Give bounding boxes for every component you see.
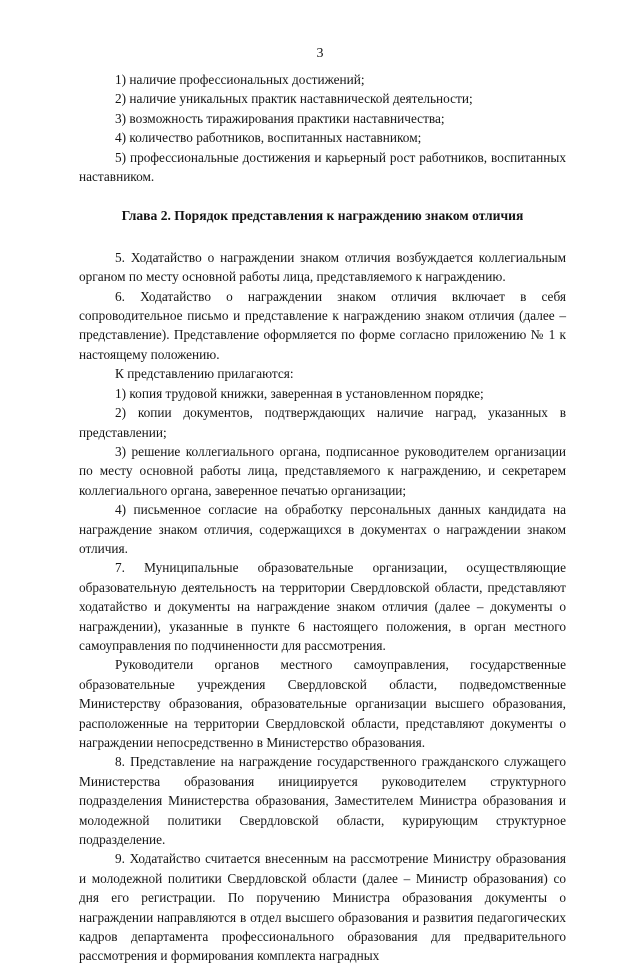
list-item: 4) количество работников, воспитанных наставником; (115, 130, 422, 146)
document-body (79, 70, 566, 966)
list-item: 5) профессиональные достижения и карьерный рост работников, воспитанных наставником. (79, 149, 566, 185)
attachment-item: 1) копия трудовой книжки, заверенная в установленном порядке; (115, 385, 484, 401)
paragraph: Руководители органов местного самоуправления, государственные образовательные учреждения Свердловской области, подведомственные Министерству образования, образовательные организации высшего образования, расположенные на территории Свердловской области, представляют документы о награждении непосредственно в Министерство образования. (79, 657, 566, 750)
attachment-item: 3) решение коллегиального органа, подписанное руководителем организации по месту основной работы лица, представляемого к награждению, и секретарем коллегиального органа, заверенное печатью организации; (79, 443, 566, 498)
chapter-title: Глава 2. Порядок представления к награждению знаком отличия (121, 208, 524, 224)
attachment-item: 4) письменное согласие на обработку персональных данных кандидата на награждение знаком отличия, содержащихся в документах о награждении знаком отличия. (79, 502, 566, 556)
page-number: 3 (316, 46, 324, 61)
attachment-item: 2) копии документов, подтверждающих наличие наград, указанных в представлении; (79, 405, 566, 440)
paragraph: 6. Ходатайство о награждении знаком отличия включает в себя сопроводительное письмо и представление к награждению знаком отличия (далее – представление). Представление оформляется по форме согласно приложению № 1 к настоящему положению. (79, 288, 566, 362)
paragraph: 8. Представление на награждение государственного гражданского служащего Министерства образования инициируется руководителем структурного подразделения Министерства образования, Заместителем Министра образования и молодежной политики Свердловской области, курирующим структурное подразделение. (79, 754, 566, 848)
paragraph: 7. Муниципальные образовательные организации, осуществляющие образовательную деятельность на территории Свердловской области, представляют ходатайство и документы на награждение знаком отличия (далее – документы о награждении), указанные в пункте 6 настоящего положения, в орган местного самоуправления по подчиненности для рассмотрения. (79, 560, 566, 653)
list-item: 3) возможность тиражирования практики наставничества; (115, 110, 445, 126)
paragraph: К представлению прилагаются: (115, 366, 294, 382)
list-item: 1) наличие профессиональных достижений; (115, 72, 365, 87)
paragraph: 5. Ходатайство о награждении знаком отличия возбуждается коллегиальным органом по месту основной работы лица, представляемого к награждению. (79, 249, 566, 285)
list-item: 2) наличие уникальных практик наставнической деятельности; (115, 91, 473, 107)
paragraph: 9. Ходатайство считается внесенным на рассмотрение Министру образования и молодежной политики Свердловской области (далее – Министр образования) со дня его регистрации. По поручению Министра образования документы о награждении направляются в отдел высшего образования и развития педагогических кадров департамента профессионального образования для предварительного рассмотрения и формирования комплекта наградных (79, 851, 566, 964)
